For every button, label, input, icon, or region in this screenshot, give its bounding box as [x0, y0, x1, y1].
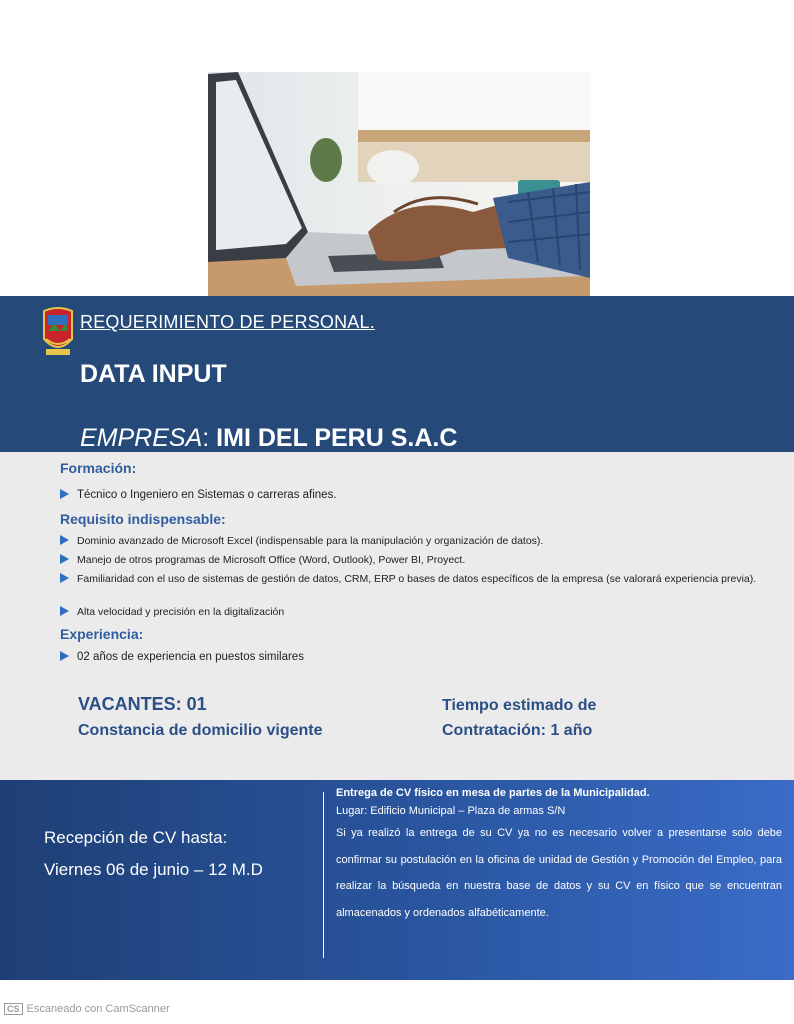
nota-paragraph: Si ya realizó la entrega de su CV ya no es necesario volver a presentarse solo debe confirmar su postulación en la oficina de unidad de Gestión y Promoción del Empleo, para realizar la búsqueda en nuestra base de datos y su CV en físico que se encuentran almacenados y ordenados alfabéticamente.	[336, 827, 782, 919]
entrega-text: Entrega de CV físico en mesa de partes de la Municipalidad.	[336, 787, 650, 799]
list-item: Técnico o Ingeniero en Sistemas o carreras afines.	[60, 488, 776, 502]
list-item: Manejo de otros programas de Microsoft Office (Word, Outlook), Power BI, Proyect.	[60, 553, 776, 567]
lugar-text: Lugar: Edificio Municipal – Plaza de armas S/N	[336, 805, 566, 817]
company-line	[80, 424, 457, 453]
municipal-crest-icon	[40, 305, 76, 359]
constancia-label: Constancia de domicilio vigente	[78, 722, 323, 739]
list-item: Familiaridad con el uso de sistemas de gestión de datos, CRM, ERP o bases de datos específicos de la empresa (se valorará experiencia previa).	[60, 572, 776, 586]
footer-divider	[323, 792, 324, 958]
bullet-icon	[60, 573, 69, 583]
hero-photo	[208, 72, 590, 296]
experiencia-heading: Experiencia:	[60, 626, 144, 642]
bullet-icon	[60, 554, 69, 564]
tiempo-line-1: Tiempo estimado de	[442, 697, 597, 714]
company-name: IMI DEL PERU S.A.C	[216, 424, 458, 452]
list-item: Dominio avanzado de Microsoft Excel (indispensable para la manipulación y organización de datos).	[60, 534, 776, 548]
camscanner-logo-icon: CS	[4, 1003, 23, 1015]
bullet-icon	[60, 535, 69, 545]
bullet-icon	[60, 651, 69, 661]
recepcion-line-2: Viernes 06 de junio – 12 M.D	[44, 860, 263, 879]
company-label: EMPRESA	[80, 424, 203, 452]
recepcion-line-1: Recepción de CV hasta:	[44, 828, 228, 847]
job-title: DATA INPUT	[80, 360, 227, 388]
scanner-watermark	[4, 1003, 170, 1015]
bullet-icon	[60, 606, 69, 616]
vacantes-label: VACANTES: 01	[78, 694, 207, 714]
list-item: Alta velocidad y precisión en la digitalización	[60, 605, 776, 619]
formacion-heading: Formación:	[60, 460, 137, 476]
company-separator: :	[202, 424, 217, 452]
bullet-icon	[60, 489, 69, 499]
tiempo-line-2: Contratación: 1 año	[442, 722, 593, 739]
requirement-title: REQUERIMIENTO DE PERSONAL.	[80, 312, 375, 332]
list-item: 02 años de experiencia en puestos similares	[60, 650, 776, 664]
requisito-heading: Requisito indispensable:	[60, 511, 226, 527]
watermark-text: Escaneado con CamScanner	[26, 1003, 170, 1015]
